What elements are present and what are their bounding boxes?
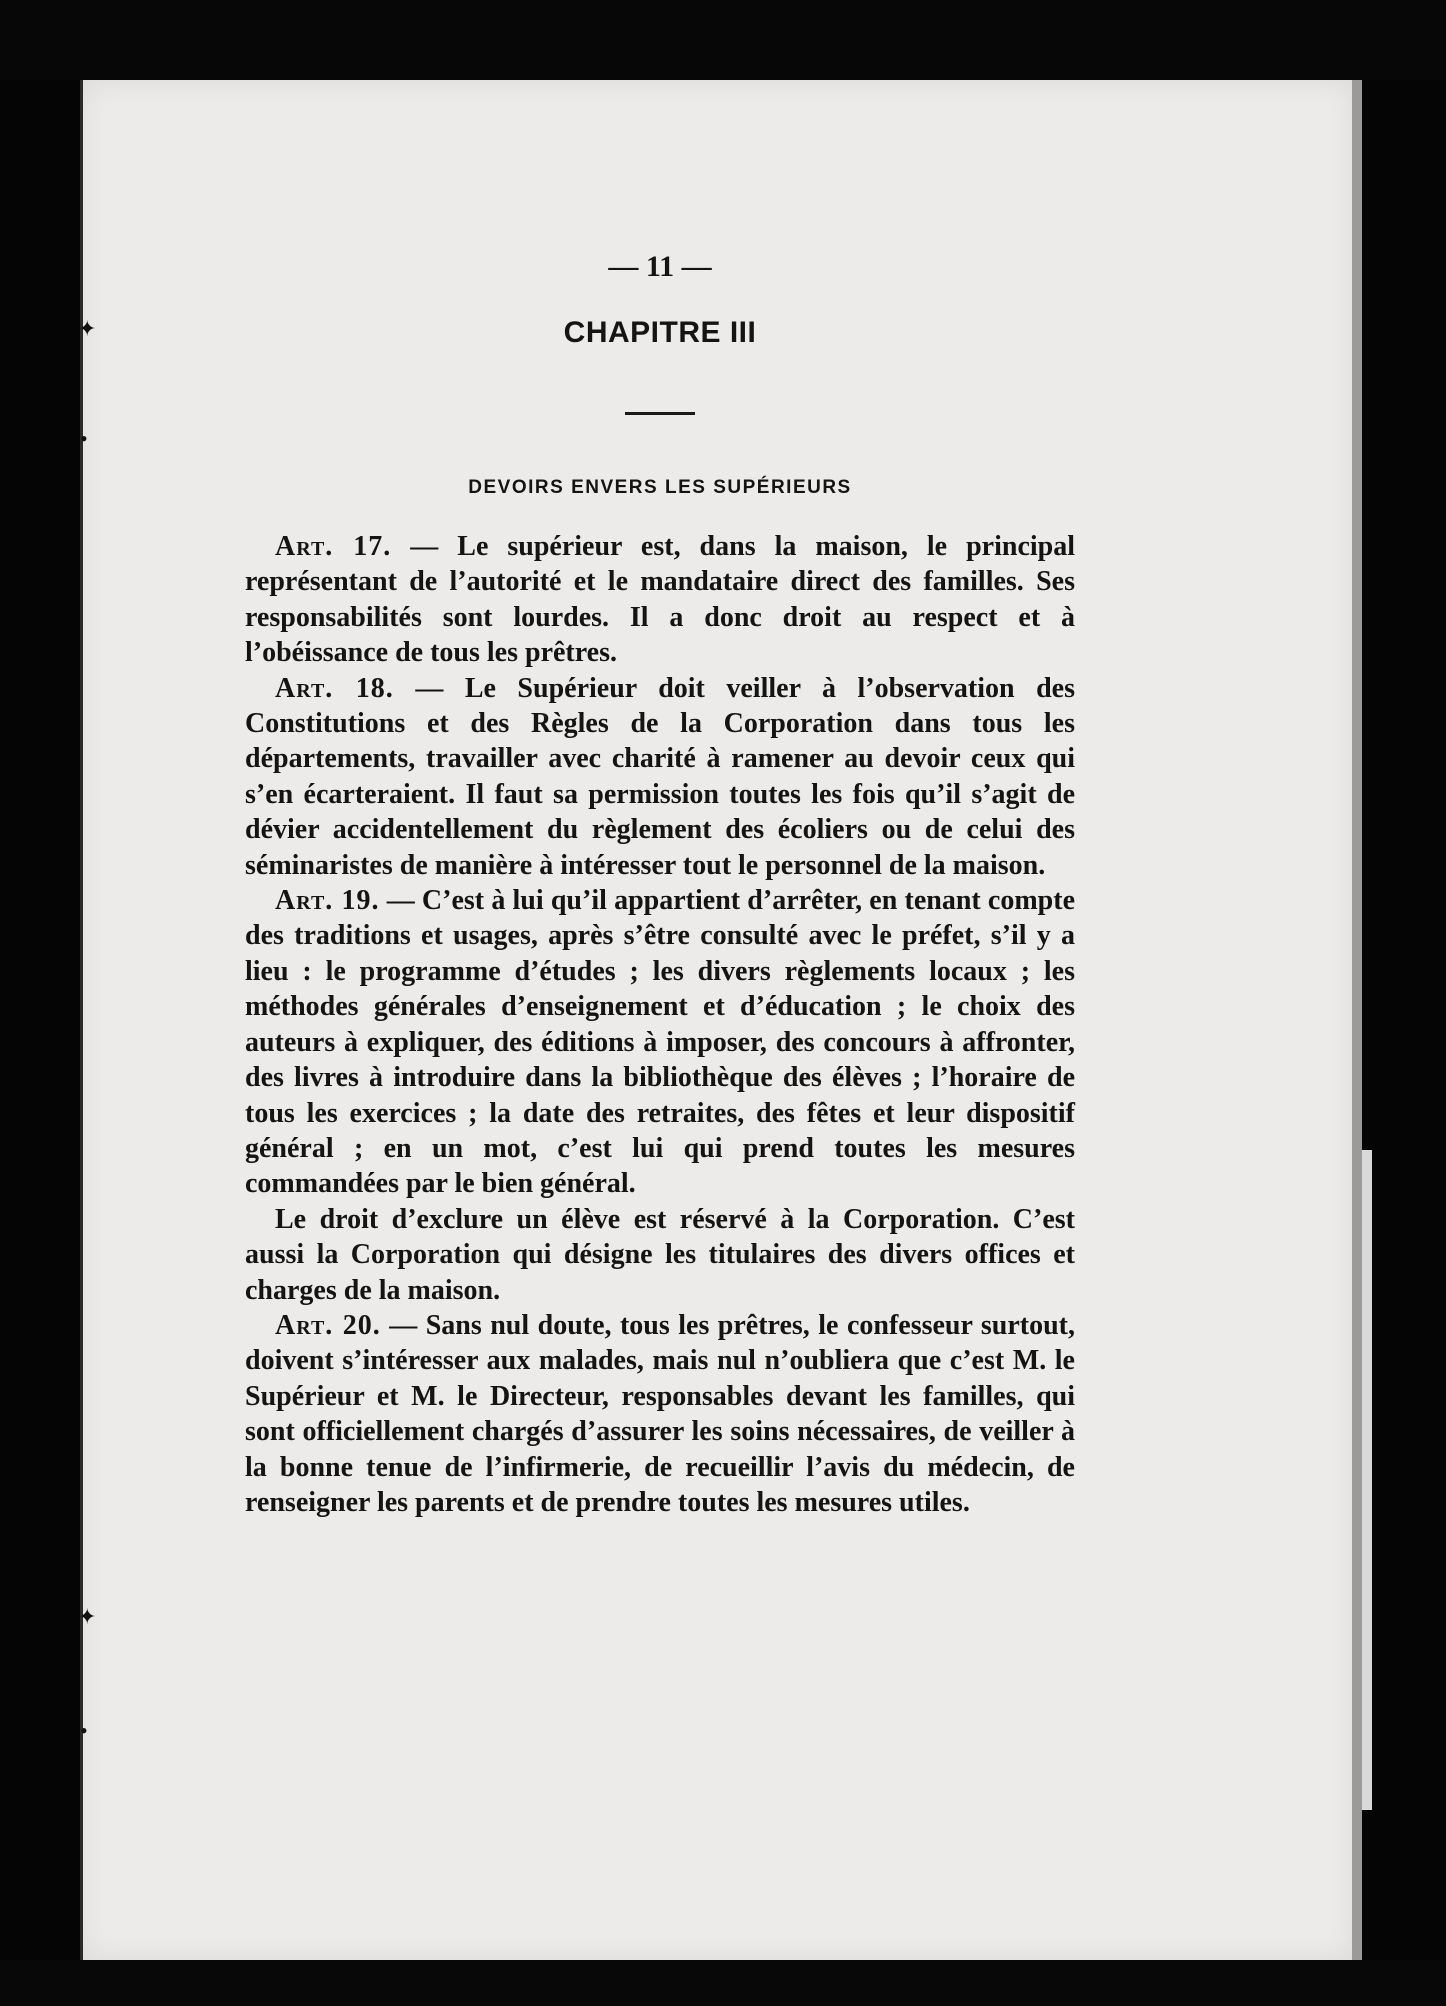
binding-mark-icon: • (80, 1718, 88, 1743)
article-17 (245, 529, 1075, 671)
section-title: DEVOIRS ENVERS LES SUPÉRIEURS (468, 477, 852, 498)
paragraph-exclusion (245, 1202, 1075, 1308)
article-18 (245, 671, 1075, 883)
scan-border-bottom (0, 1960, 1446, 2006)
article-label: Art. 17. (275, 531, 392, 562)
article-text: — Sans nul doute, tous les prêtres, le confesseur surtout, doivent s’intéresser aux malades, mais nul n’oubliera que c’est M. le Supérieur et M. le Directeur, responsables devant les familles, qui sont officiellement chargés d’assurer les soins nécessaires, de veiller à la bonne tenue de l’infirmerie, de recueillir l’avis du médecin, de renseigner les parents et de prendre toutes les mesures utiles. (245, 1309, 1076, 1518)
article-text: — Le Supérieur doit veiller à l’observation des Constitutions et des Règles de la Corporation dans tous les départements, travailler avec charité à ramener au devoir ceux qui s’en écarteraient. Il faut sa permission toutes les fois qu’il s’agit de dévier accidentellement du règlement des écoliers ou de celui des séminaristes de manière à intéresser tout le personnel de la maison. (245, 672, 1075, 881)
chapter-heading: CHAPITRE III (563, 316, 757, 349)
article-label: Art. 18. (275, 672, 394, 704)
binding-mark-icon: ✦ (78, 1604, 97, 1629)
chapter-rule (625, 412, 695, 415)
article-19 (245, 883, 1075, 1202)
page-left-edge (80, 80, 83, 1960)
page-edge-strip (1362, 1150, 1372, 1810)
paragraph-text: Le droit d’exclure un élève est réservé à la Corporation. C’est aussi la Corporation qui désigne les titulaires des divers offices et charges de la maison. (245, 1203, 1075, 1306)
article-label: Art. 19. (275, 885, 380, 917)
page-right-edge (1352, 80, 1362, 1960)
page-text (245, 250, 1075, 1520)
article-20 (245, 1308, 1075, 1520)
page-number: — 11 — (608, 250, 712, 283)
binding-mark-icon: ✦ (78, 316, 97, 341)
article-text: — C’est à lui qu’il appartient d’arrêter, en tenant compte des traditions et usages, après s’être consulté avec le préfet, s’il y a lieu : le programme d’études ; les divers règlements locaux ; les méthodes générales d’enseignement et d’éducation ; le choix des auteurs à expliquer, des éditions à imposer, des concours à affronter, des livres à introduire dans la bibliothèque des élèves ; l’horaire de tous les exercices ; la date des retraites, des fêtes et leur dispositif général ; en un mot, c’est lui qui prend toutes les mesures commandées par le bien général. (245, 885, 1075, 1200)
scan-border-top (0, 0, 1446, 80)
article-label: Art. 20. (275, 1309, 381, 1341)
article-text: — Le supérieur est, dans la maison, le principal représentant de l’autorité et le mandataire direct des familles. Ses responsabilités sont lourdes. Il a donc droit au respect et à l’obéissance de tous les prêtres. (245, 531, 1076, 669)
binding-mark-icon: • (80, 426, 88, 451)
